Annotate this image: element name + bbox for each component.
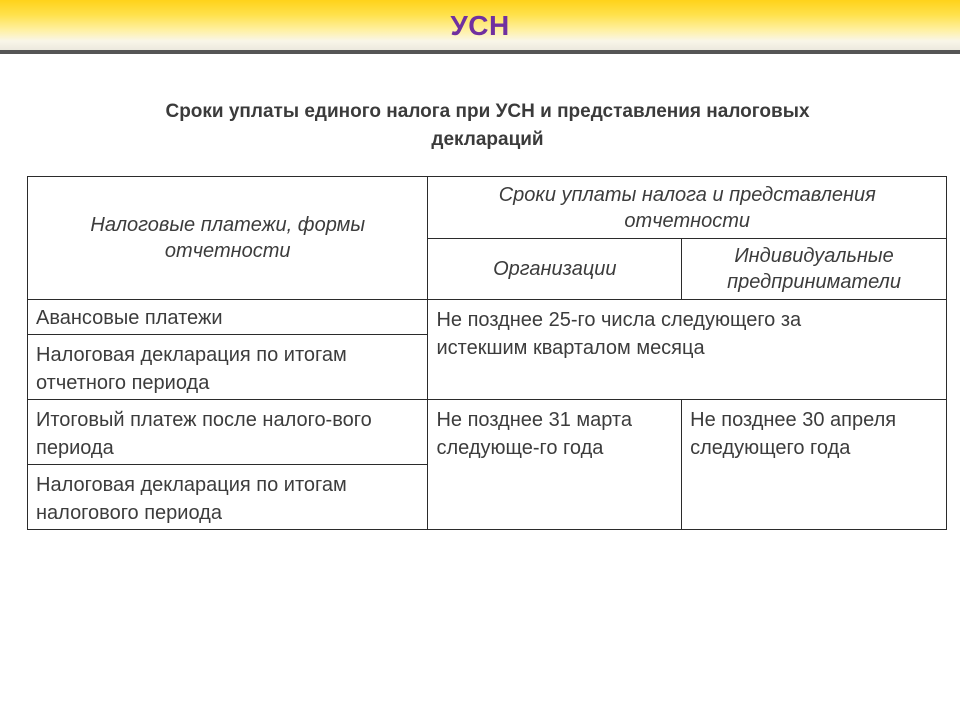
- header-deadlines-group-text: Сроки уплаты налога и представления отчетности: [498, 183, 876, 232]
- slide-title: УСН: [450, 10, 510, 41]
- header-individual-entrepreneurs: [682, 239, 947, 300]
- header-organizations: [428, 239, 682, 300]
- header-payments-forms: [28, 177, 428, 300]
- document-heading-line-2: деклараций: [431, 129, 544, 150]
- row-label-annual-declaration: [28, 465, 428, 530]
- header-organizations-text: Организации: [493, 258, 617, 280]
- row-label-interim-declaration-text: Налоговая декларация по итогам отчетного периода: [36, 344, 347, 394]
- row-label-interim-declaration: [28, 335, 428, 400]
- row-label-advance-payments: [28, 300, 428, 335]
- quarterly-deadline-cell: [428, 300, 947, 400]
- annual-deadline-individuals-text: Не позднее 30 апреля следующего года: [690, 409, 897, 459]
- header-individual-entrepreneurs-text: Индивидуальные предприниматели: [727, 245, 901, 293]
- document-heading: [100, 98, 875, 154]
- header-deadlines-group: [428, 177, 947, 239]
- row-label-annual-declaration-text: Налоговая декларация по итогам налогового периода: [36, 474, 347, 524]
- annual-deadline-organizations-cell: [428, 400, 682, 530]
- row-label-advance-payments-text: Авансовые платежи: [36, 307, 223, 329]
- document-heading-line-1: Сроки уплаты единого налога при УСН и представления налоговых: [165, 101, 810, 122]
- header-payments-forms-text: Налоговые платежи, формы отчетности: [90, 214, 366, 262]
- annual-deadline-individuals-cell: [682, 400, 947, 530]
- quarterly-deadline-text: Не позднее 25-го числа следующего за истекшим кварталом месяца: [436, 309, 802, 359]
- title-divider: [0, 50, 960, 54]
- row-label-final-payment: [28, 400, 428, 465]
- annual-deadline-organizations-text: Не позднее 31 марта следующе-го года: [436, 409, 632, 459]
- row-label-final-payment-text: Итоговый платеж после налого-вого периода: [36, 409, 372, 459]
- tax-deadlines-table: [27, 176, 947, 530]
